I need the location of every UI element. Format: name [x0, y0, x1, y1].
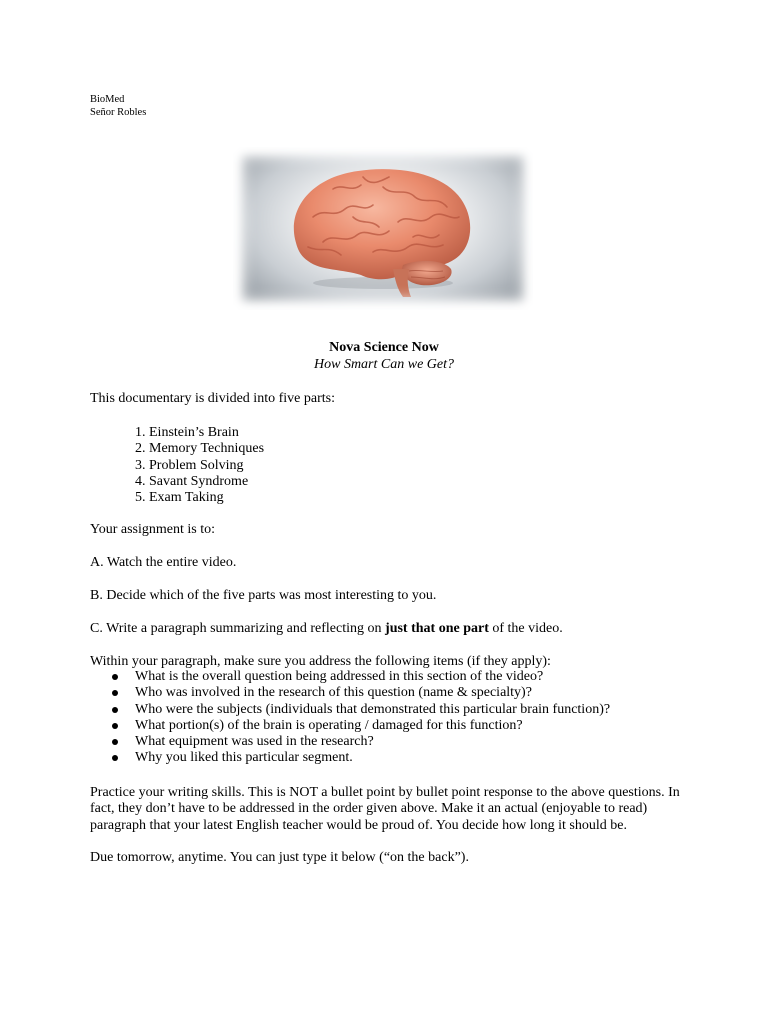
- step-c-text-end: of the video.: [488, 621, 563, 636]
- intro-text: This documentary is divided into five parts:: [90, 391, 335, 406]
- item-text: Who were the subjects (individuals that demonstrated this particular brain function)?: [135, 701, 611, 717]
- list-item: [110, 702, 610, 718]
- list-item: 3. Problem Solving: [135, 457, 244, 473]
- item-text: What is the overall question being addressed in this section of the video?: [135, 669, 544, 684]
- step-b: B. Decide which of the five parts was most interesting to you.: [90, 588, 437, 603]
- step-a: A. Watch the entire video.: [90, 555, 237, 570]
- practice-paragraph: Practice your writing skills. This is NOT a bullet point by bullet point response to the above questions. In fact, they don’t have to be addressed in the order given above. Make it an actual (enjoyable to read) paragraph that your latest English teacher would be proud of. You decide how long it should be.: [90, 785, 680, 833]
- due-text: Due tomorrow, anytime. You can just type it below (“on the back”).: [90, 850, 469, 865]
- item-text: What equipment was used in the research?: [135, 734, 374, 750]
- course-name: BioMed: [90, 94, 125, 105]
- step-c-text: C. Write a paragraph summarizing and reflecting on: [90, 621, 386, 636]
- list-item: [110, 750, 610, 766]
- bullet-icon: [112, 707, 118, 713]
- parts-list: [135, 425, 264, 506]
- header: [90, 93, 146, 119]
- step-c: [90, 621, 690, 637]
- bullet-icon: [112, 739, 118, 745]
- list-item: [110, 685, 610, 701]
- teacher-name: Señor Robles: [90, 107, 147, 118]
- bullet-icon: [112, 674, 118, 680]
- list-item: 1. Einstein’s Brain: [135, 425, 239, 440]
- list-item: [110, 718, 610, 734]
- assignment-intro: Your assignment is to:: [90, 522, 215, 537]
- list-item: 2. Memory Techniques: [135, 441, 265, 457]
- items-intro: Within your paragraph, make sure you address the following items (if they apply):: [90, 654, 551, 669]
- bullet-icon: [112, 723, 118, 729]
- document-title: Nova Science Now: [329, 340, 439, 355]
- step-c-emphasis: just that one part: [385, 621, 489, 636]
- list-item: [110, 669, 610, 685]
- item-text: Who was involved in the research of this question (name & specialty)?: [135, 685, 532, 701]
- brain-icon: [233, 147, 533, 310]
- title-block: [0, 339, 768, 373]
- list-item: 4. Savant Syndrome: [135, 473, 249, 489]
- document-subtitle: How Smart Can we Get?: [314, 357, 454, 372]
- bullet-icon: [112, 690, 118, 696]
- bullet-icon: [112, 755, 118, 761]
- brain-image: [233, 147, 533, 310]
- bullet-list: [110, 669, 610, 767]
- list-item: [110, 734, 610, 750]
- item-text: What portion(s) of the brain is operating / damaged for this function?: [135, 717, 523, 733]
- item-text: Why you liked this particular segment.: [135, 750, 353, 766]
- list-item: 5. Exam Taking: [135, 490, 224, 506]
